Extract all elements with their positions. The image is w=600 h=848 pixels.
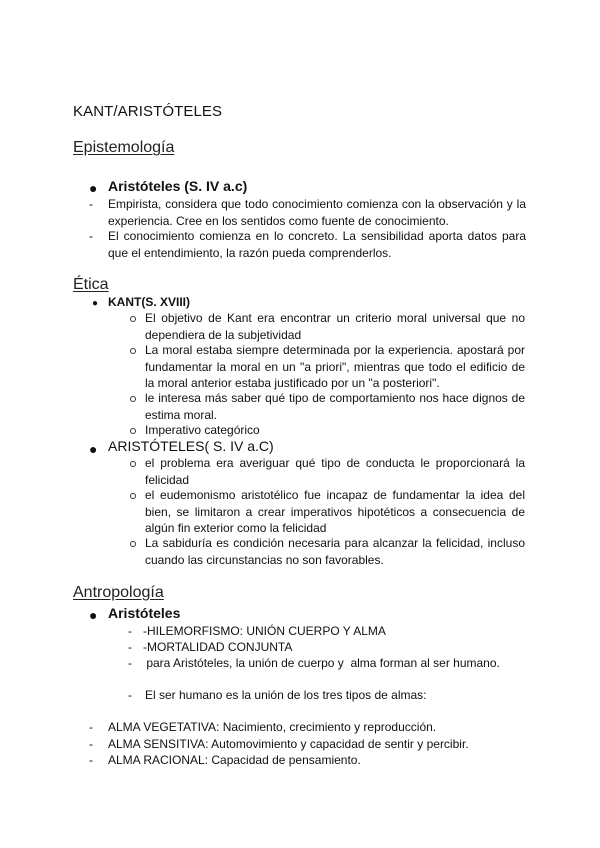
bullet-title-kant: KANT(S. XVIII) [108,295,191,309]
circle-bullet-icon [130,541,136,547]
circle-bullet-icon [130,348,136,354]
alma-item-1: ALMA VEGETATIVA: Nacimiento, crecimiento y reproducción. [108,720,437,734]
antropologia-sub-item-4: El ser humano es la unión de los tres tipos de almas: [145,688,427,702]
section-heading-epistemologia: Epistemología [73,139,175,156]
epistemologia-item-1: Empirista, considera que todo conocimiento comienza con la observación y la experiencia. Cree en los sentidos como fuente de conocimiento. [108,197,526,228]
dash-icon: - [89,720,93,734]
dash-icon: - [128,656,132,670]
bullet-title-aristoteles-antropologia: Aristóteles [108,605,181,621]
bullet-dot-icon: ● [89,607,98,623]
aristoteles-item-2: el eudemonismo aristotélico fue incapaz de fundamentar la idea del bien, se limitaron a crear imperativos hipotéticos a consecuencia de algún fin exterior como la felicidad [145,488,525,535]
bullet-title-aristoteles-etica: ARISTÓTELES( S. IV a.C) [108,438,274,454]
aristoteles-item-3: La sabiduría es condición necesaria para alcanzar la felicidad, incluso cuando las circunstancias no son favorables. [145,536,525,567]
alma-item-2: ALMA SENSITIVA: Automovimiento y capacidad de sentir y percibir. [108,737,469,751]
dash-icon: - [89,753,93,767]
bullet-dot-icon: ● [89,441,98,457]
page-title: KANT/ARISTÓTELES [73,103,223,120]
circle-bullet-icon [130,396,136,402]
bullet-dot-icon: ● [92,298,99,309]
circle-bullet-icon [130,461,136,467]
dash-icon: - [89,737,93,751]
kant-item-4: Imperativo categórico [145,423,260,437]
antropologia-sub-item-1: -HILEMORFISMO: UNIÓN CUERPO Y ALMA [143,624,386,638]
dash-icon: - [128,688,132,702]
circle-bullet-icon [130,493,136,499]
dash-icon: - [128,640,132,654]
alma-item-3: ALMA RACIONAL: Capacidad de pensamiento. [108,753,361,767]
epistemologia-item-2: El conocimiento comienza en lo concreto. La sensibilidad aporta datos para que el entendimiento, la razón pueda comprenderlos. [108,229,526,260]
dash-icon: - [89,197,93,211]
dash-icon: - [89,229,93,243]
kant-item-2: La moral estaba siempre determinada por la experiencia. apostará por fundamentar la moral en un "a priori", mientras que todo el edificio de la moral anterior estaba justificado por un "a posteriori". [145,343,525,390]
kant-item-1: El objetivo de Kant era encontrar un criterio moral universal que no dependiera de la subjetividad [145,311,525,342]
dash-icon: - [128,624,132,638]
bullet-title-aristoteles: Aristóteles (S. IV a.c) [108,178,248,194]
bullet-dot-icon: ● [89,180,98,196]
circle-bullet-icon [130,428,136,434]
antropologia-sub-item-3: para Aristóteles, la unión de cuerpo y alma forman al ser humano. [143,656,500,670]
aristoteles-item-1: el problema era averiguar qué tipo de conducta le proporcionará la felicidad [145,456,525,487]
section-heading-antropologia: Antropología [73,584,164,601]
circle-bullet-icon [130,316,136,322]
kant-item-3: le interesa más saber qué tipo de comportamiento nos hace dignos de estima moral. [145,391,525,422]
antropologia-sub-item-2: -MORTALIDAD CONJUNTA [143,640,293,654]
section-heading-etica: Ética [73,276,109,293]
